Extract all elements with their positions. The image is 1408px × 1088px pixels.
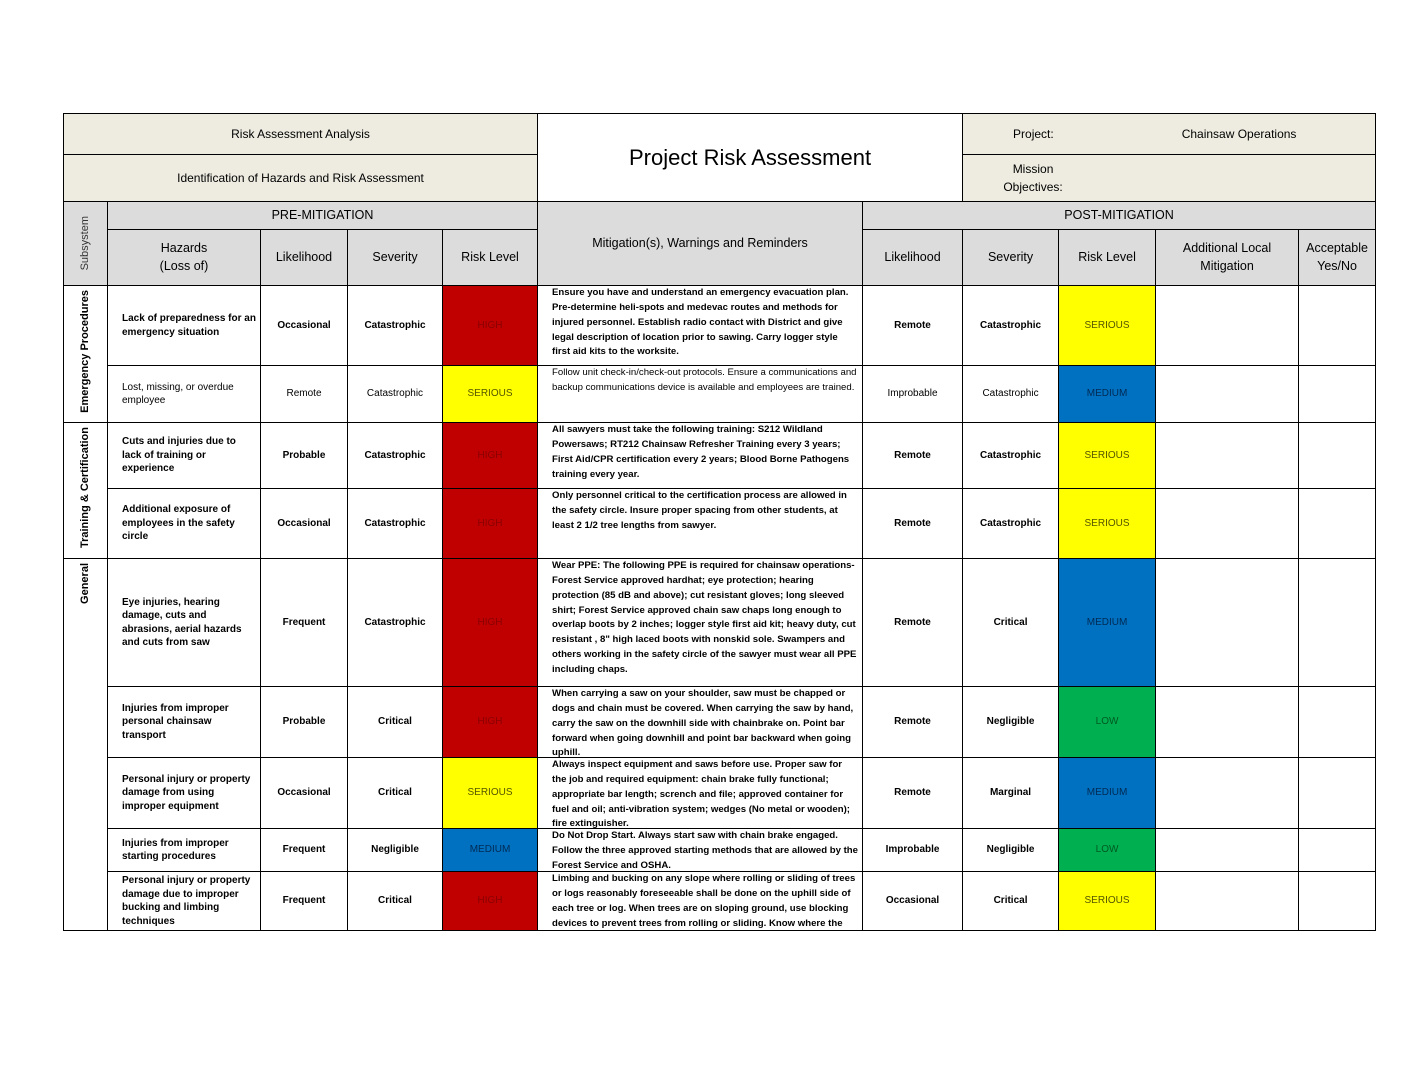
post-likelihood-cell: Remote	[863, 286, 963, 366]
mitigation-text: All sawyers must take the following training: S212 Wildland Powersaws; RT212 Chainsaw Refresher Training every 3 years; First Aid/CPR certification every 2 years; Blood Borne Pathogens training every year.	[552, 424, 850, 480]
hazard-cell: Personal injury or property damage due to improper bucking and limbing techniques	[108, 872, 261, 931]
hazard-cell: Injuries from improper starting procedures	[108, 829, 261, 872]
severity-cell: Catastrophic	[348, 559, 443, 687]
hazards-header	[108, 230, 261, 286]
hazard-cell: Additional exposure of employees in the safety circle	[108, 489, 261, 559]
table-row	[64, 559, 1376, 687]
additional-header-line2: Mitigation	[1200, 258, 1254, 273]
acceptable-cell[interactable]	[1299, 829, 1376, 872]
post-severity-cell: Critical	[963, 872, 1059, 931]
project-label: Project:	[1013, 126, 1054, 141]
mitigation-cell	[538, 286, 863, 366]
mission-label-2: Objectives:	[1003, 180, 1063, 194]
mitigation-cell	[538, 366, 863, 423]
acceptable-cell[interactable]	[1299, 489, 1376, 559]
severity-cell: Critical	[348, 872, 443, 931]
likelihood-cell: Frequent	[261, 872, 348, 931]
likelihood-cell: Occasional	[261, 286, 348, 366]
table-row	[64, 872, 1376, 931]
risk-level-badge: HIGH	[443, 423, 538, 489]
mitigation-cell	[538, 758, 863, 829]
table-row	[64, 758, 1376, 829]
table-row	[64, 366, 1376, 423]
risk-level-header: Risk Level	[443, 230, 538, 286]
post-likelihood-cell: Remote	[863, 687, 963, 758]
risk-level-badge: HIGH	[443, 489, 538, 559]
post-risk-level-badge: LOW	[1059, 829, 1156, 872]
additional-mitigation-header	[1156, 230, 1299, 286]
post-risk-level-badge: LOW	[1059, 687, 1156, 758]
acceptable-header-line1: Acceptable	[1306, 241, 1368, 255]
severity-cell: Catastrophic	[348, 286, 443, 366]
post-likelihood-cell: Remote	[863, 489, 963, 559]
table-row	[64, 286, 1376, 366]
risk-level-badge: HIGH	[443, 872, 538, 931]
risk-level-badge: MEDIUM	[443, 829, 538, 872]
project-value: Chainsaw Operations	[1181, 126, 1297, 141]
risk-level-badge: HIGH	[443, 286, 538, 366]
mitigation-cell	[538, 559, 863, 687]
mitigation-text: Always inspect equipment and saws before use. Proper saw for the job and required equipment: chain brake fully functional; appropriate bar length; scrench and file; approved container for fuel and oil; anti-vibration system; wedges (No metal or wooden); fire extinguisher.	[552, 759, 850, 828]
hazard-cell: Lost, missing, or overdue employee	[108, 366, 261, 423]
additional-mitigation-cell[interactable]	[1156, 687, 1299, 758]
acceptable-cell[interactable]	[1299, 559, 1376, 687]
subsystem-header	[64, 202, 108, 286]
subsystem-training-label: Training & Certification	[79, 427, 92, 549]
likelihood-cell: Occasional	[261, 758, 348, 829]
hazard-cell: Injuries from improper personal chainsaw transport	[108, 687, 261, 758]
mitigation-text: Limbing and bucking on any slope where rolling or sliding of trees or logs reasonably foreseeable shall be done on the uphill side of each tree or log. When trees are on sloping ground, use blocking devices to prevent trees from rolling or sliding. Know where the	[552, 873, 856, 929]
mitigation-cell	[538, 872, 863, 931]
mitigation-text: Only personnel critical to the certification process are allowed in the safety circle. Insure proper spacing from other students, at least 2 1/2 tree lengths from sawyer.	[552, 490, 847, 531]
pre-mitigation-header: PRE-MITIGATION	[108, 202, 538, 230]
table-row	[64, 489, 1376, 559]
table-row	[64, 829, 1376, 872]
severity-header: Severity	[348, 230, 443, 286]
acceptable-cell[interactable]	[1299, 758, 1376, 829]
mitigation-text: When carrying a saw on your shoulder, saw must be chapped or dogs and chain must be covered. When carrying the saw by hand, carry the saw on the downhill side with chainbrake on. Point bar forward when going downhill and point bar backward when going uphill.	[552, 688, 854, 757]
post-severity-cell: Negligible	[963, 829, 1059, 872]
acceptable-cell[interactable]	[1299, 687, 1376, 758]
mitigation-cell	[538, 687, 863, 758]
acceptable-header-line2: Yes/No	[1317, 258, 1357, 273]
post-risk-level-badge: SERIOUS	[1059, 872, 1156, 931]
mitigation-text: Ensure you have and understand an emergency evacuation plan. Pre-determine heli-spots and medevac routes and methods for injured personnel. Establish radio contact with District and give legal description of location prior to sawing. Carry logger style first aid kits to the worksite.	[552, 287, 849, 358]
hazard-cell: Personal injury or property damage from using improper equipment	[108, 758, 261, 829]
subsystem-emergency	[64, 286, 108, 423]
acceptable-cell[interactable]	[1299, 366, 1376, 423]
mitigation-text: Follow unit check-in/check-out protocols. Ensure a communications and backup communications device is available and employees are trained.	[552, 367, 857, 393]
post-severity-cell: Negligible	[963, 687, 1059, 758]
risk-table	[63, 113, 1376, 931]
mission-cell	[963, 155, 1376, 202]
likelihood-cell: Probable	[261, 423, 348, 489]
acceptable-cell[interactable]	[1299, 423, 1376, 489]
severity-cell: Catastrophic	[348, 489, 443, 559]
page-title: Project Risk Assessment	[538, 114, 963, 202]
risk-level-badge: SERIOUS	[443, 758, 538, 829]
mitigation-header: Mitigation(s), Warnings and Reminders	[538, 202, 863, 286]
post-severity-cell: Catastrophic	[963, 366, 1059, 423]
hazards-header-line2: (Loss of)	[159, 258, 209, 273]
subsystem-label: Subsystem	[79, 216, 92, 271]
hazard-cell: Eye injuries, hearing damage, cuts and abrasions, aerial hazards and cuts from saw	[108, 559, 261, 687]
post-likelihood-header: Likelihood	[863, 230, 963, 286]
mitigation-cell	[538, 829, 863, 872]
subsystem-emergency-label: Emergency Procedures	[79, 290, 92, 413]
post-risk-level-badge: SERIOUS	[1059, 286, 1156, 366]
additional-header-line1: Additional Local	[1182, 241, 1272, 255]
post-severity-cell: Critical	[963, 559, 1059, 687]
severity-cell: Critical	[348, 758, 443, 829]
post-likelihood-cell: Remote	[863, 559, 963, 687]
severity-cell: Catastrophic	[348, 423, 443, 489]
post-severity-cell: Catastrophic	[963, 489, 1059, 559]
post-risk-level-badge: MEDIUM	[1059, 559, 1156, 687]
risk-level-badge: HIGH	[443, 687, 538, 758]
project-cell	[963, 114, 1376, 155]
post-likelihood-cell: Improbable	[863, 829, 963, 872]
post-risk-level-badge: SERIOUS	[1059, 489, 1156, 559]
additional-mitigation-cell[interactable]	[1156, 489, 1299, 559]
additional-mitigation-cell[interactable]	[1156, 559, 1299, 687]
subsystem-general	[64, 559, 108, 931]
risk-level-badge: SERIOUS	[443, 366, 538, 423]
post-mitigation-header: POST-MITIGATION	[863, 202, 1376, 230]
hazard-cell: Cuts and injuries due to lack of training or experience	[108, 423, 261, 489]
analysis-title: Risk Assessment Analysis	[64, 114, 538, 155]
severity-cell: Critical	[348, 687, 443, 758]
additional-mitigation-cell[interactable]	[1156, 872, 1299, 931]
post-risk-level-badge: MEDIUM	[1059, 366, 1156, 423]
risk-level-badge: HIGH	[443, 559, 538, 687]
likelihood-header: Likelihood	[261, 230, 348, 286]
risk-assessment-sheet	[63, 113, 1375, 931]
subsystem-general-label: General	[79, 563, 92, 604]
acceptable-header	[1299, 230, 1376, 286]
table-row	[64, 687, 1376, 758]
additional-mitigation-cell[interactable]	[1156, 758, 1299, 829]
likelihood-cell: Frequent	[261, 829, 348, 872]
post-likelihood-cell: Improbable	[863, 366, 963, 423]
post-severity-header: Severity	[963, 230, 1059, 286]
post-severity-cell: Catastrophic	[963, 286, 1059, 366]
severity-cell: Negligible	[348, 829, 443, 872]
post-severity-cell: Catastrophic	[963, 423, 1059, 489]
post-risk-level-header: Risk Level	[1059, 230, 1156, 286]
hazards-header-line1: Hazards	[160, 241, 208, 255]
post-likelihood-cell: Remote	[863, 423, 963, 489]
severity-cell: Catastrophic	[348, 366, 443, 423]
additional-mitigation-cell[interactable]	[1156, 366, 1299, 423]
subsystem-training	[64, 423, 108, 559]
hazard-cell: Lack of preparedness for an emergency situation	[108, 286, 261, 366]
post-likelihood-cell: Occasional	[863, 872, 963, 931]
additional-mitigation-cell[interactable]	[1156, 829, 1299, 872]
mission-label-1: Mission	[1012, 162, 1054, 176]
additional-mitigation-cell[interactable]	[1156, 423, 1299, 489]
additional-mitigation-cell[interactable]	[1156, 286, 1299, 366]
mitigation-text: Do Not Drop Start. Always start saw with chain brake engaged. Follow the three approved starting methods that are allowed by the Forest Service and OSHA.	[552, 830, 858, 871]
likelihood-cell: Occasional	[261, 489, 348, 559]
likelihood-cell: Remote	[261, 366, 348, 423]
mitigation-cell	[538, 489, 863, 559]
identification-title: Identification of Hazards and Risk Assessment	[64, 155, 538, 202]
post-severity-cell: Marginal	[963, 758, 1059, 829]
likelihood-cell: Probable	[261, 687, 348, 758]
post-risk-level-badge: SERIOUS	[1059, 423, 1156, 489]
acceptable-cell[interactable]	[1299, 872, 1376, 931]
mitigation-cell	[538, 423, 863, 489]
likelihood-cell: Frequent	[261, 559, 348, 687]
mitigation-text: Wear PPE: The following PPE is required for chainsaw operations- Forest Service approved hardhat; eye protection; hearing protection (85 dB and above); cut resistant gloves; long sleeved shirt; Forest Service approved chain saw chaps long enough to overlap boots by 2 inches; logger style first aid kit; heavy duty, cut resistant , 8" high laced boots with nonskid sole. Swampers and others working in the safety circle of the sawyer must wear all PPE including chaps.	[552, 560, 857, 676]
post-likelihood-cell: Remote	[863, 758, 963, 829]
acceptable-cell[interactable]	[1299, 286, 1376, 366]
table-row	[64, 423, 1376, 489]
post-risk-level-badge: MEDIUM	[1059, 758, 1156, 829]
